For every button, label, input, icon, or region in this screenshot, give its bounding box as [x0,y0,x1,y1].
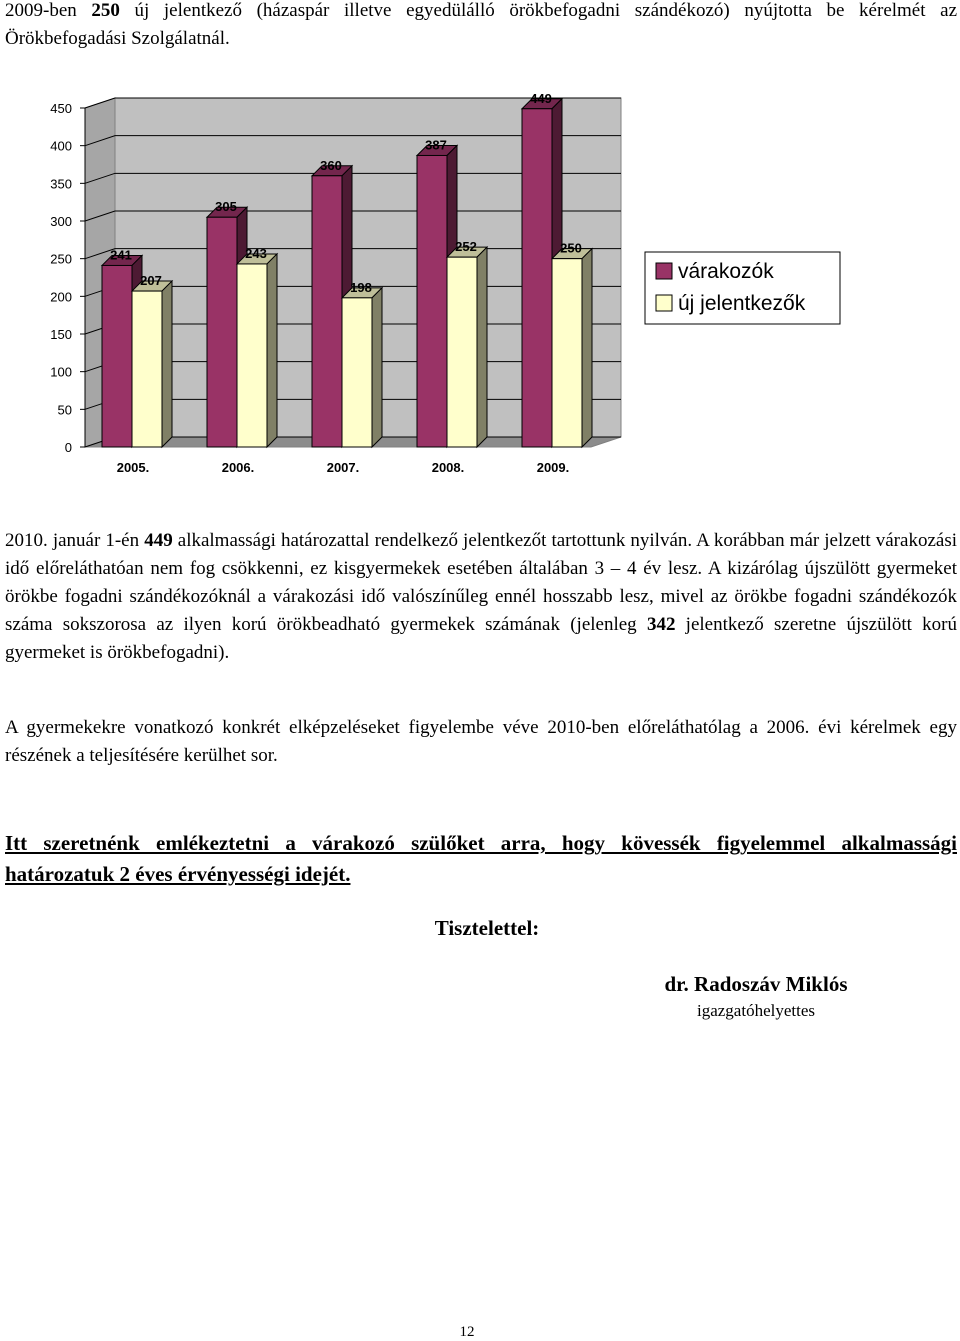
bar [447,257,477,447]
bar [522,109,552,447]
y-tick-label: 50 [57,402,72,418]
reminder-paragraph: Itt szeretnénk emlékeztetni a várakozó szülőket arra, hogy kövessék figyelemmel alkalmassági határozatuk 2 éves érvényességi idejét. [5,831,957,886]
legend-swatch [656,263,672,279]
p1-text-1: 2010. január 1-én [5,530,145,551]
data-label: 241 [110,247,132,263]
paragraph-waiting [5,527,957,667]
data-label: 198 [350,279,372,295]
bar [417,155,447,447]
bar-side [267,254,277,447]
bar-side [477,247,487,447]
y-tick-label: 250 [50,251,72,267]
y-tick-label: 450 [50,101,72,116]
p1-number-1: 449 [144,530,173,551]
bar-chart [0,84,880,494]
y-tick-label: 200 [50,289,72,305]
p1-text-3: jelentkező szeretne újszülött korú gyermeket is örökbefogadni). [5,614,957,663]
p1-number-2: 342 [646,614,676,635]
bar [102,265,132,447]
intro-paragraph [5,0,957,53]
x-tick-label: 2008. [431,460,465,475]
bar-side [582,249,592,447]
x-tick-label: 2007. [326,460,360,475]
intro-number: 250 [91,0,120,21]
signature-name: dr. Radoszáv Miklós [664,972,848,996]
y-tick-label: 300 [50,214,72,229]
p1-text-2: alkalmassági határozattal rendelkező jelentkezőt tartottunk nyilván. A korábban már jelzett várakozási idő előreláthatóan nem fog csökkenni, ez kisgyermekek esetében általában 3 – 4 év lesz. A kizárólag újszülött gyermeket örökbe fogadni szándékozóknál a várakozási idő valószínűleg ennél hosszabb lesz, mivel az örökbe fogadni szándékozók száma sokszorosa az ilyen korú örökbeadható gyermekek számának (jelenleg [5,530,957,635]
data-label: 252 [455,239,477,255]
y-tick-label: 100 [50,364,72,380]
legend-label: várakozók [678,260,774,283]
y-tick-label: 350 [50,176,72,192]
x-tick-label: 2005. [116,460,150,475]
bar [207,217,237,447]
data-label: 243 [245,245,267,261]
x-tick-label: 2009. [536,460,570,475]
legend-swatch [656,295,672,311]
closing-text: Tisztelettel: [434,916,540,940]
data-label: 449 [530,90,552,106]
data-label: 207 [140,273,162,289]
bar [237,264,267,447]
data-label: 387 [425,137,447,153]
data-label: 305 [215,199,237,215]
data-label: 360 [320,157,342,173]
bar [132,291,162,447]
bar [312,176,342,447]
page-number: 12 [459,1324,475,1340]
data-label: 250 [560,240,582,256]
bar-side [162,281,172,447]
y-tick-label: 150 [50,327,72,342]
y-tick-label: 0 [64,440,72,455]
signature-title: igazgatóhelyettes [696,1001,815,1020]
y-tick-label: 400 [50,138,72,154]
intro-text-1: 2009-ben [5,0,92,21]
bar-side [372,288,382,447]
legend-label: új jelentkezők [678,292,806,315]
bar [342,298,372,447]
intro-text-2: új jelentkező (házaspár illetve egyedülálló örökbefogadni szándékozó) nyújtotta be kérelmét az Örökbefogadási Szolgálatnál. [5,0,958,49]
paragraph-2010-outlook: A gyermekekre vonatkozó konkrét elképzeléseket figyelembe véve 2010-ben előreláthatólag a 2006. évi kérelmek egy részének a teljesítésére kerülhet sor. [5,717,957,766]
bar [552,259,582,447]
x-tick-label: 2006. [221,460,255,475]
